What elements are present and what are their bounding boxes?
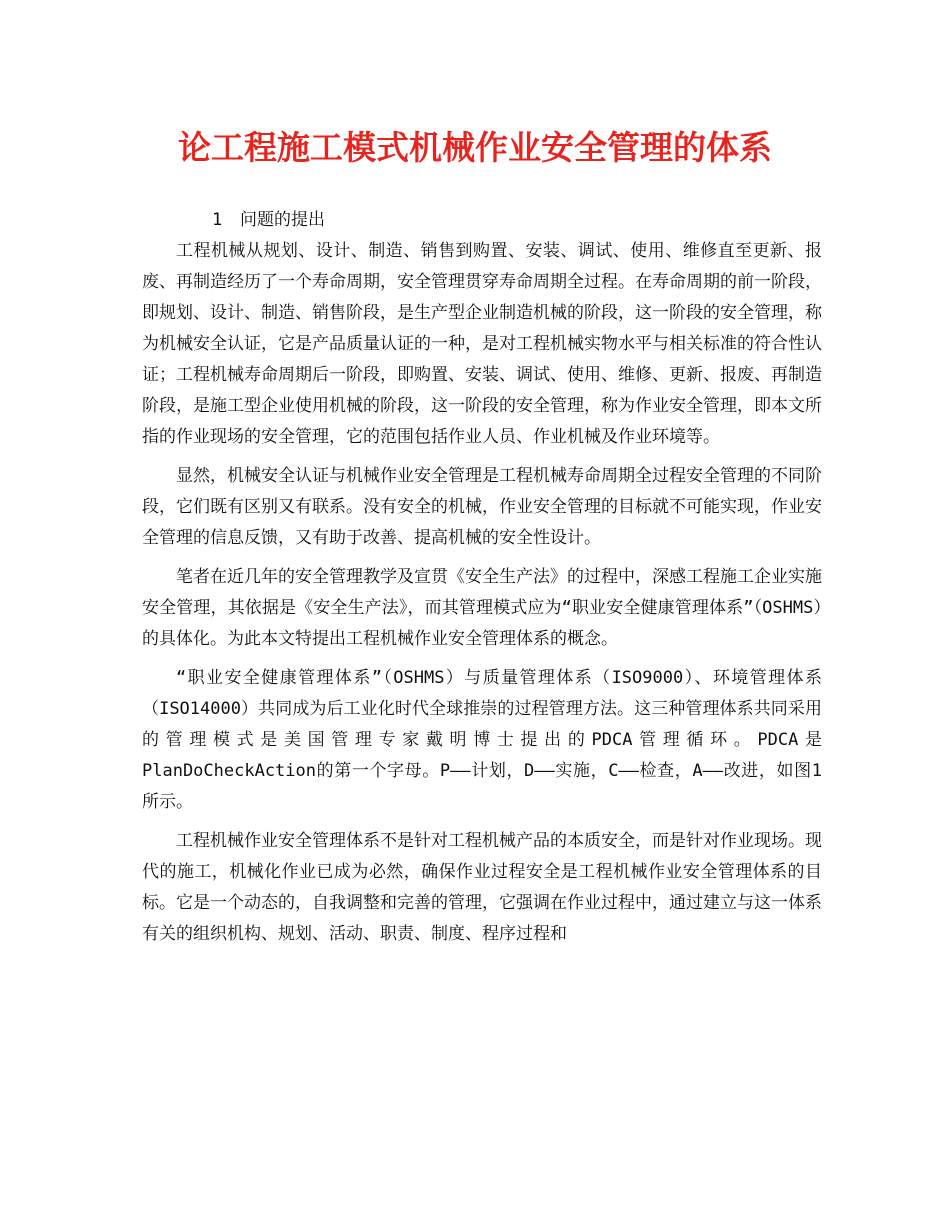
section-number: 1 [212,210,223,230]
section-heading-text: 问题的提出 [240,210,325,230]
paragraph: “职业安全健康管理体系”（OSHMS）与质量管理体系（ISO9000）、环境管理体系（ISO14000）共同成为后工业化时代全球推崇的过程管理方法。这三种管理体系共同采用的管理模式是美国管理专家戴明博士提出的PDCA管理循环。PDCA是PlanDoCheckAction的第一个字母。P——计划，D——实施，C——检查，A——改进，如图1所示。 [142,668,822,812]
document-body [142,205,822,950]
paragraph: 显然，机械安全认证与机械作业安全管理是工程机械寿命周期全过程安全管理的不同阶段，它们既有区别又有联系。没有安全的机械，作业安全管理的目标就不可能实现，作业安全管理的信息反馈，又有助于改善、提高机械的安全性设计。 [142,466,822,548]
section-heading [142,205,822,236]
paragraph: 工程机械从规划、设计、制造、销售到购置、安装、调试、使用、维修直至更新、报废、再制造经历了一个寿命周期，安全管理贯穿寿命周期全过程。在寿命周期的前一阶段，即规划、设计、制造、销售阶段，是生产型企业制造机械的阶段，这一阶段的安全管理，称为机械安全认证，它是产品质量认证的一种，是对工程机械实物水平与相关标准的符合性认证；工程机械寿命周期后一阶段，即购置、安装、调试、使用、维修、更新、报废、再制造阶段，是施工型企业使用机械的阶段，这一阶段的安全管理，称为作业安全管理，即本文所指的作业现场的安全管理，它的范围包括作业人员、作业机械及作业环境等。 [142,241,822,447]
paragraph: 工程机械作业安全管理体系不是针对工程机械产品的本质安全，而是针对作业现场。现代的施工，机械化作业已成为必然，确保作业过程安全是工程机械作业安全管理体系的目标。它是一个动态的，自我调整和完善的管理，它强调在作业过程中，通过建立与这一体系有关的组织机构、规划、活动、职责、制度、程序过程和 [142,831,822,944]
document-title: 论工程施工模式机械作业安全管理的体系 [178,128,772,167]
paragraph: 笔者在近几年的安全管理教学及宣贯《安全生产法》的过程中，深感工程施工企业实施安全管理，其依据是《安全生产法》，而其管理模式应为“职业安全健康管理体系”（OSHMS）的具体化。为此本文特提出工程机械作业安全管理体系的概念。 [142,567,822,649]
